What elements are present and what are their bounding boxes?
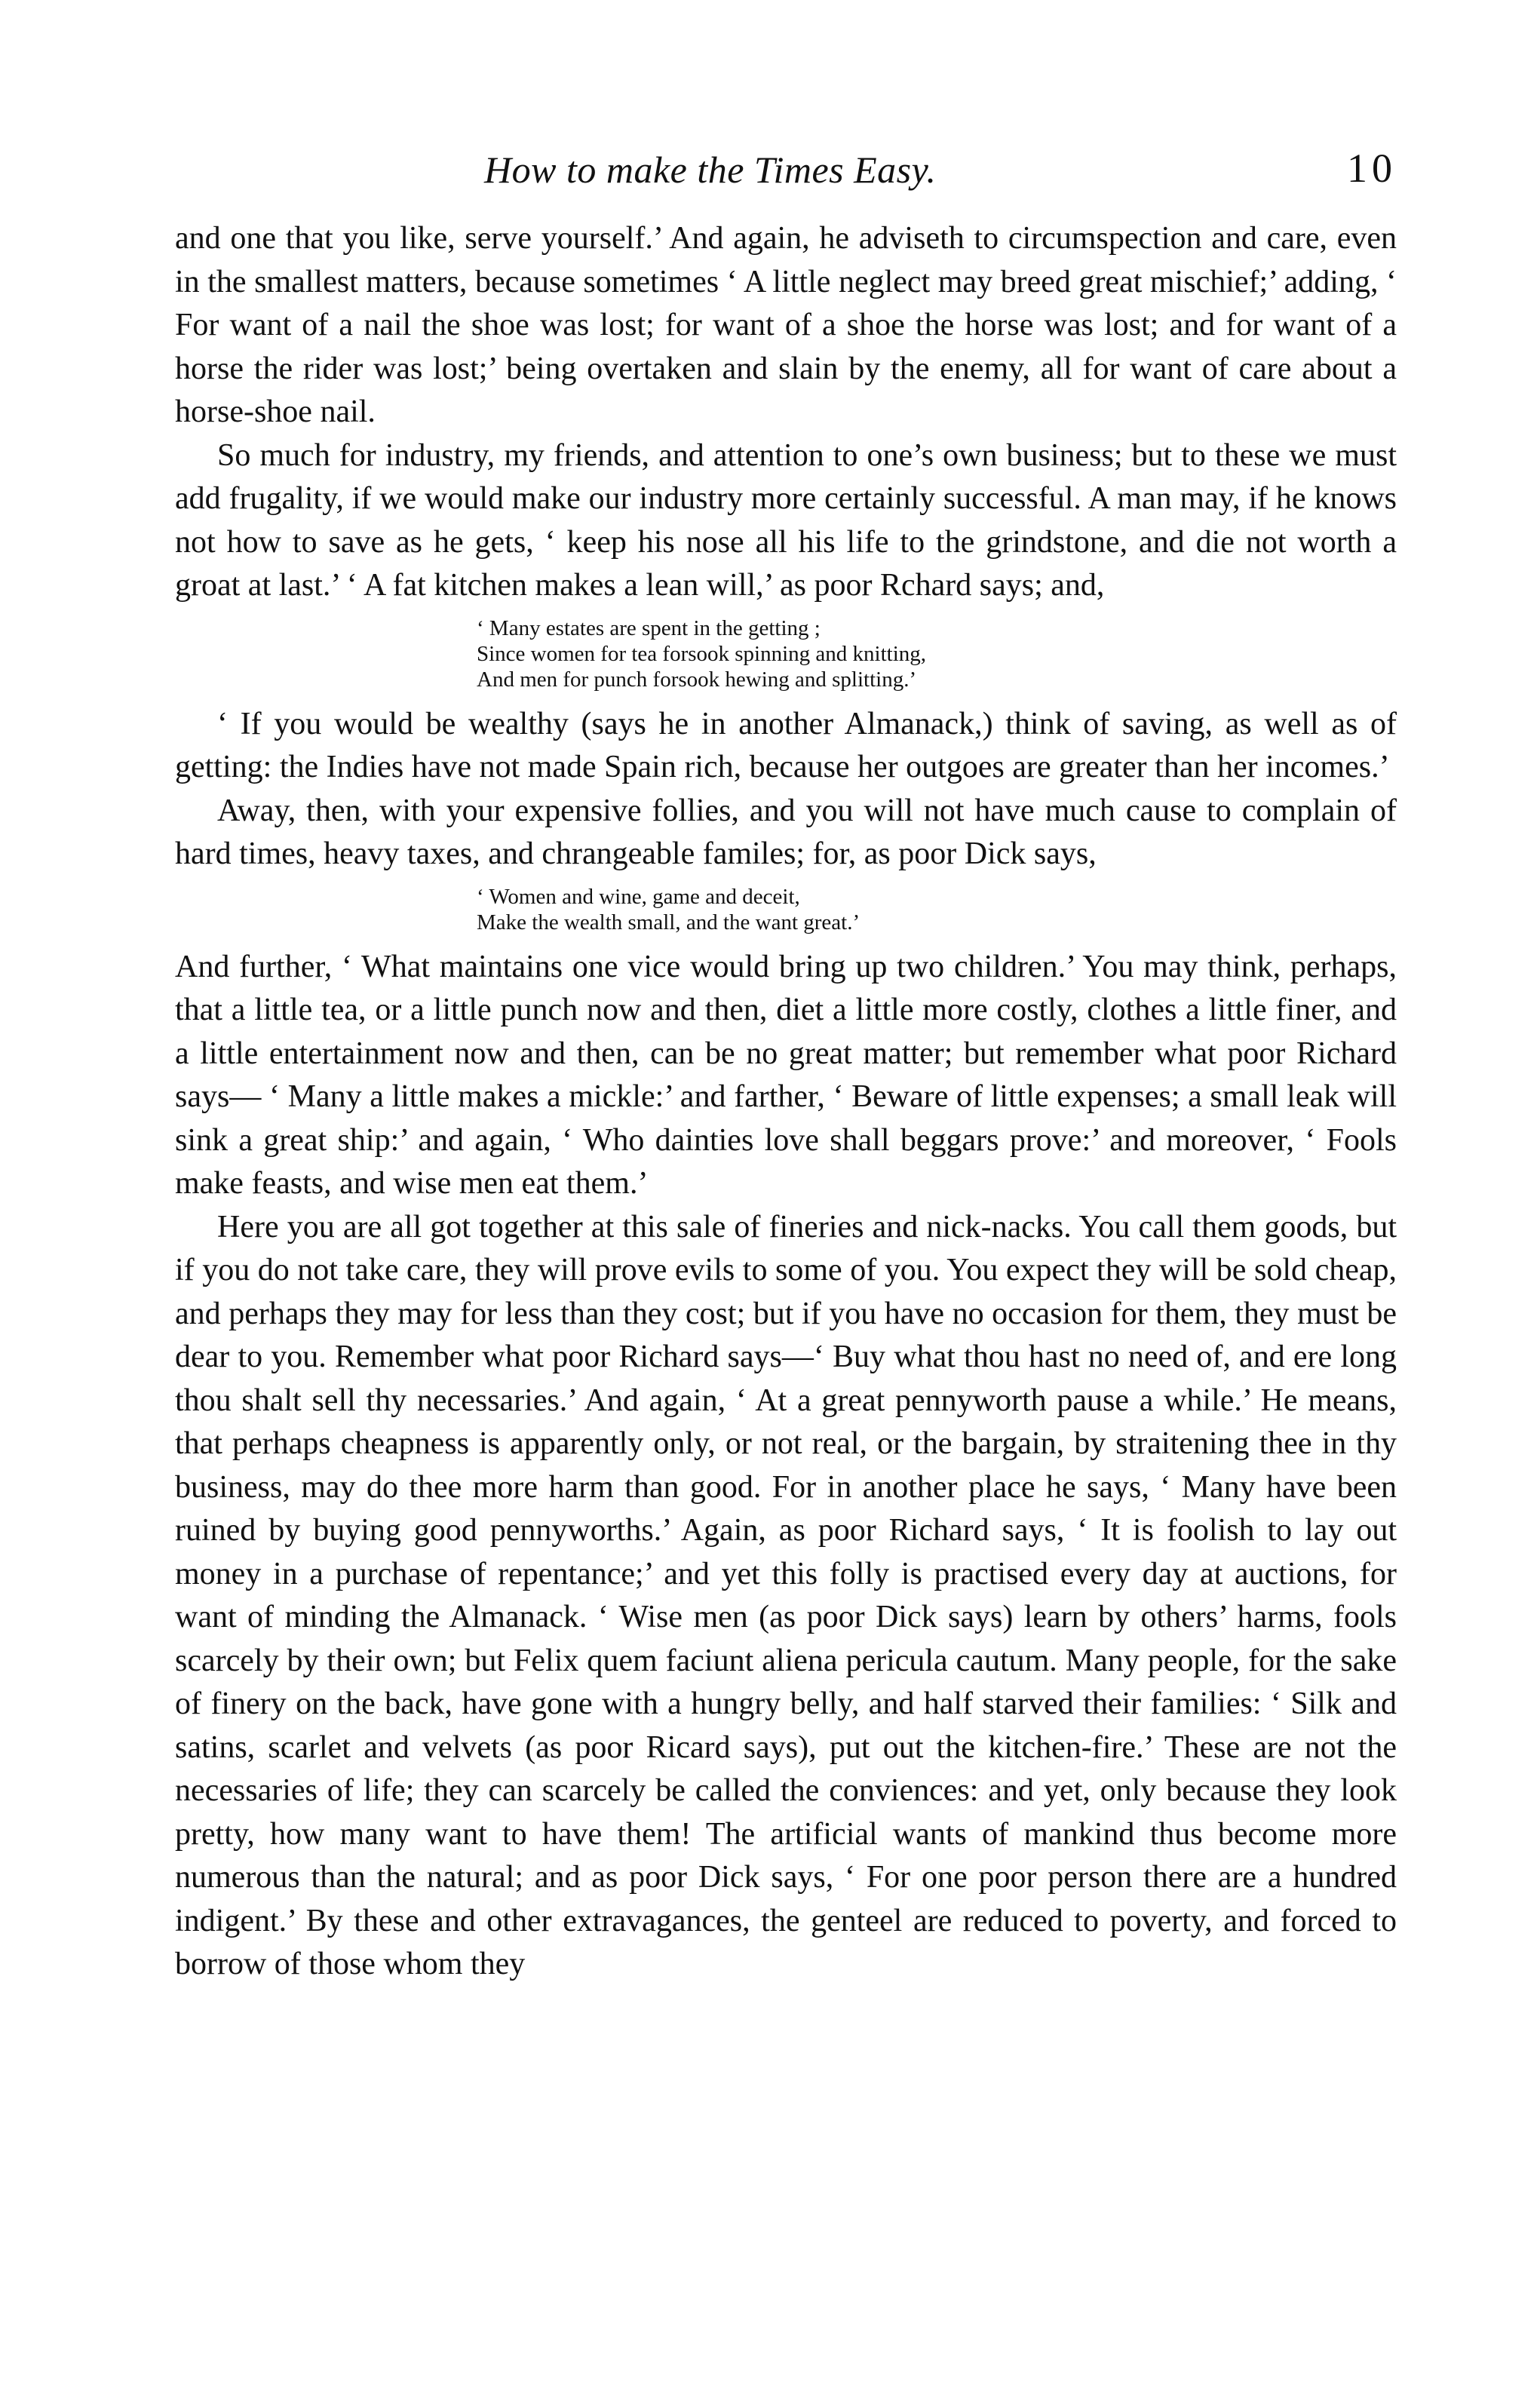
verse-line: ‘ Women and wine, game and deceit, bbox=[477, 884, 800, 909]
page-body bbox=[175, 217, 1397, 1987]
paragraph-fineries: Here you are all got together at this sale of fineries and nick-nacks. You call them goods, but if you do not take care, they will prove evils to some of you. You expect they will be sold cheap, and perhaps they may for less than they cost; but if you have no occasion for them, they must be dear to you. Remember what poor Richard says—‘ Buy what thou hast no need of, and ere long thou shalt sell thy necessaries.’ And again, ‘ At a great pennyworth pause a while.’ He means, that perhaps cheapness is apparently only, or not real, or the bargain, by straitening thee in thy business, may do thee more harm than good. For in another place he says, ‘ Many have been ruined by buying good pennyworths.’ Again, as poor Richard says, ‘ It is foolish to lay out money in a purchase of repentance;’ and yet this folly is practised every day at auctions, for want of minding the Almanack. ‘ Wise men (as poor Dick says) learn by others’ harms, fools scarcely by their own; but Felix quem faciunt aliena pericula cautum. Many people, for the sake of finery on the back, have gone with a hungry belly, and half starved their families: ‘ Silk and satins, scarlet and velvets (as poor Ricard says), put out the kitchen-fire.’ These are not the necessaries of life; they can scarcely be called the conviences: and yet, only because they look pretty, how many want to have them! The artificial wants of mankind thus become more numerous than the natural; and as poor Dick says, ‘ For one poor person there are a hundred indigent.’ By these and other extravagances, the genteel are reduced to poverty, and forced to borrow of those whom they bbox=[175, 1209, 1397, 1981]
page-header bbox=[175, 148, 1397, 208]
paragraph-vice: And further, ‘ What maintains one vice would bring up two children.’ You may think, perhaps, that a little tea, or a little punch now and then, diet a little more costly, clothes a little finer, and a little entertainment now and then, can be no great matter; but remember what poor Richard says— ‘ Many a little makes a mickle:’ and farther, ‘ Beware of little expenses; a small leak will sink a great ship:’ and again, ‘ Who dainties love shall beggars prove:’ and moreover, ‘ Fools make feasts, and wise men eat them.’ bbox=[175, 949, 1397, 1201]
verse-line: And men for punch forsook hewing and splitting.’ bbox=[477, 667, 917, 692]
verse-estates bbox=[477, 615, 1231, 692]
verse-line: Make the wealth small, and the want great.’ bbox=[477, 910, 860, 934]
page-number: 10 bbox=[1347, 146, 1397, 191]
paragraph-frugality: So much for industry, my friends, and attention to one’s own business; but to these we must add frugality, if we would make our industry more certainly successful. A man may, if he knows not how to save as he gets, ‘ keep his nose all his life to the grindstone, and die not worth a groat at last.’ ‘ A fat kitchen makes a lean will,’ as poor Rchard says; and, bbox=[175, 437, 1397, 603]
verse-line: Since women for tea forsook spinning and knitting, bbox=[477, 641, 927, 666]
paragraph-follies: Away, then, with your expensive follies, and you will not have much cause to complain of hard times, heavy taxes, and chrangeable familes; for, as poor Dick says, bbox=[175, 793, 1397, 871]
paragraph-circumspection: and one that you like, serve yourself.’ And again, he adviseth to circumspection and care, even in the smallest matters, because sometimes ‘ A little neglect may breed great mischief;’ adding, ‘ For want of a nail the shoe was lost; for want of a shoe the horse was lost; and for want of a horse the rider was lost;’ being overtaken and slain by the enemy, all for want of care about a horse-shoe nail. bbox=[175, 221, 1397, 429]
running-title: How to make the Times Easy. bbox=[484, 149, 937, 191]
verse-women-and-wine bbox=[477, 884, 1231, 935]
paragraph-wealthy: ‘ If you would be wealthy (says he in another Almanack,) think of saving, as well as of getting: the Indies have not made Spain rich, because her outgoes are greater than her incomes.’ bbox=[175, 706, 1397, 784]
verse-line: ‘ Many estates are spent in the getting ; bbox=[477, 615, 821, 640]
